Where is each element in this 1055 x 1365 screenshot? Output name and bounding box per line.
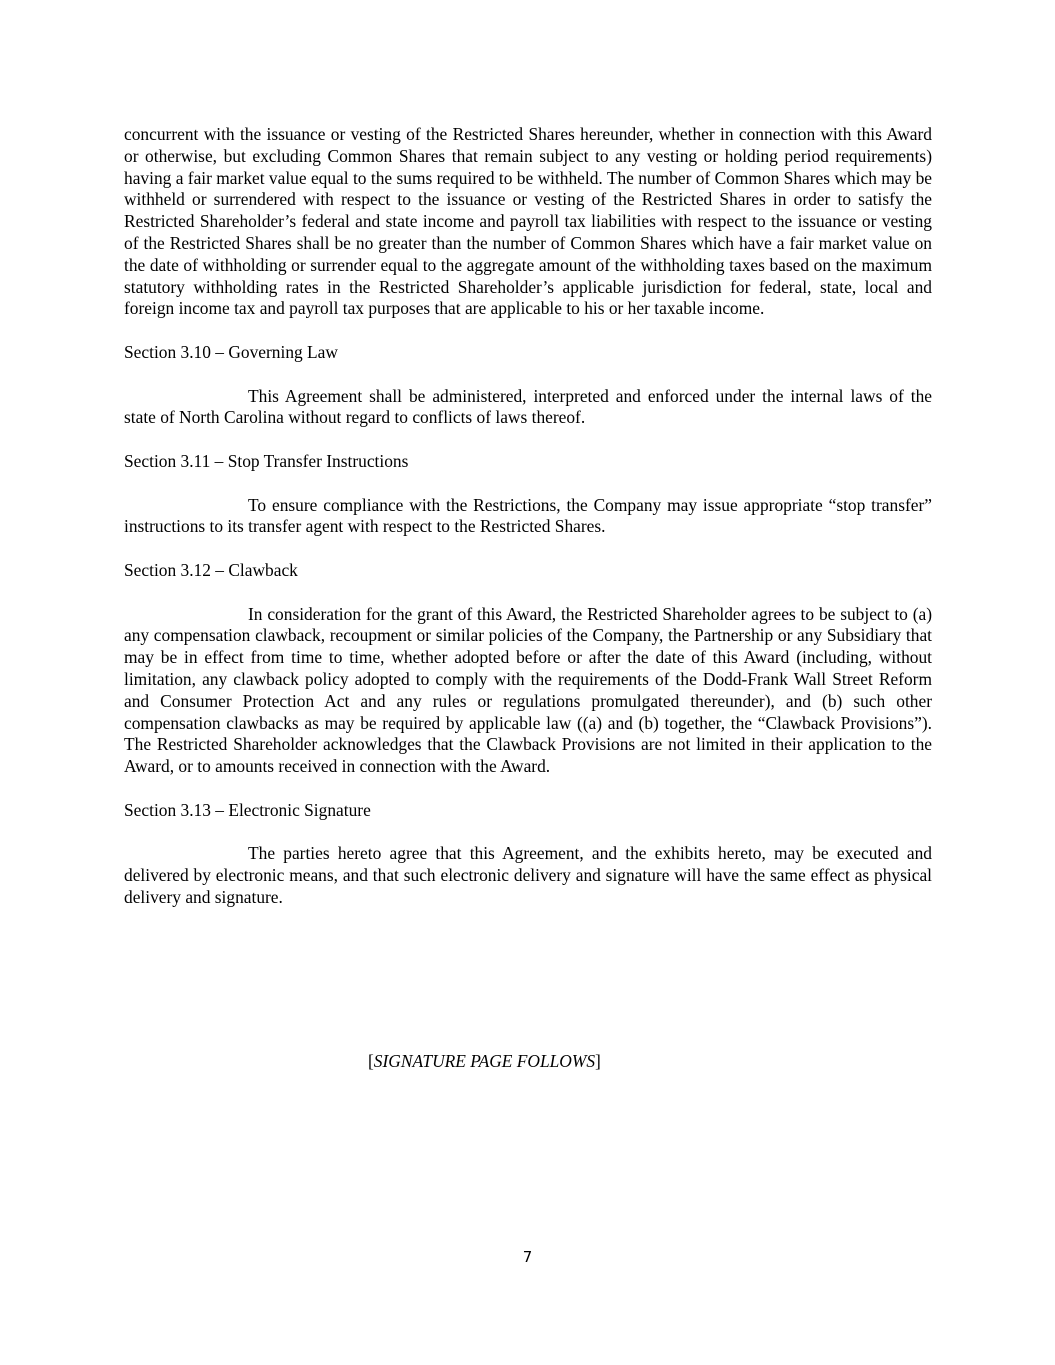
- page-body: [124, 124, 932, 909]
- continued-paragraph: concurrent with the issuance or vesting of the Restricted Shares hereunder, whether in connection with this Award or otherwise, but excluding Common Shares that remain subject to any vesting or holding period requirements) having a fair market value equal to the sums required to be withheld. The number of Common Shares which may be withheld or surrendered with respect to the issuance or vesting of the Restricted Shares in order to satisfy the Restricted Shareholder’s federal and state income and payroll tax liabilities with respect to the issuance or vesting of the Restricted Shares shall be no greater than the number of Common Shares which have a fair market value on the date of withholding or surrender equal to the aggregate amount of the withholding taxes based on the maximum statutory withholding rates in the Restricted Shareholder’s applicable jurisdiction for federal, state, local and foreign income tax and payroll tax purposes that are applicable to his or her taxable income.: [124, 124, 932, 319]
- signature-page-notice: [368, 1050, 601, 1072]
- section-3-10-body: This Agreement shall be administered, interpreted and enforced under the internal laws of the state of North Carolina without regard to conflicts of laws thereof.: [124, 385, 932, 428]
- section-3-12-body: In consideration for the grant of this Award, the Restricted Shareholder agrees to be subject to (a) any compensation clawback, recoupment or similar policies of the Company, the Partnership or any Subsidiary that may be in effect from time to time, whether adopted before or after the date of this Award (including, without limitation, any clawback policy adopted to comply with the requirements of the Dodd-Frank Wall Street Reform and Consumer Protection Act and any rules or regulations promulgated thereunder), and (b) such other compensation clawbacks as may be required by applicable law ((a) and (b) together, the “Clawback Provisions”). The Restricted Shareholder acknowledges that the Clawback Provisions are not limited in their application to the Award, or to amounts received in connection with the Award.: [124, 603, 932, 777]
- page-number: 7: [522, 1248, 533, 1266]
- signature-close-bracket: ]: [595, 1051, 601, 1071]
- section-3-11-body: To ensure compliance with the Restrictions, the Company may issue appropriate “stop transfer” instructions to its transfer agent with respect to the Restricted Shares.: [124, 494, 932, 537]
- section-3-13-body: The parties hereto agree that this Agreement, and the exhibits hereto, may be executed and delivered by electronic means, and that such electronic delivery and signature will have the same effect as physical delivery and signature.: [124, 843, 932, 907]
- section-3-12-heading: Section 3.12 – Clawback: [124, 559, 298, 580]
- signature-notice-text: SIGNATURE PAGE FOLLOWS: [373, 1051, 596, 1071]
- signature-open-bracket: [: [368, 1051, 374, 1071]
- section-3-10-heading: Section 3.10 – Governing Law: [124, 341, 338, 362]
- section-3-13-heading: Section 3.13 – Electronic Signature: [124, 799, 371, 820]
- section-3-11-heading: Section 3.11 – Stop Transfer Instructions: [124, 450, 409, 471]
